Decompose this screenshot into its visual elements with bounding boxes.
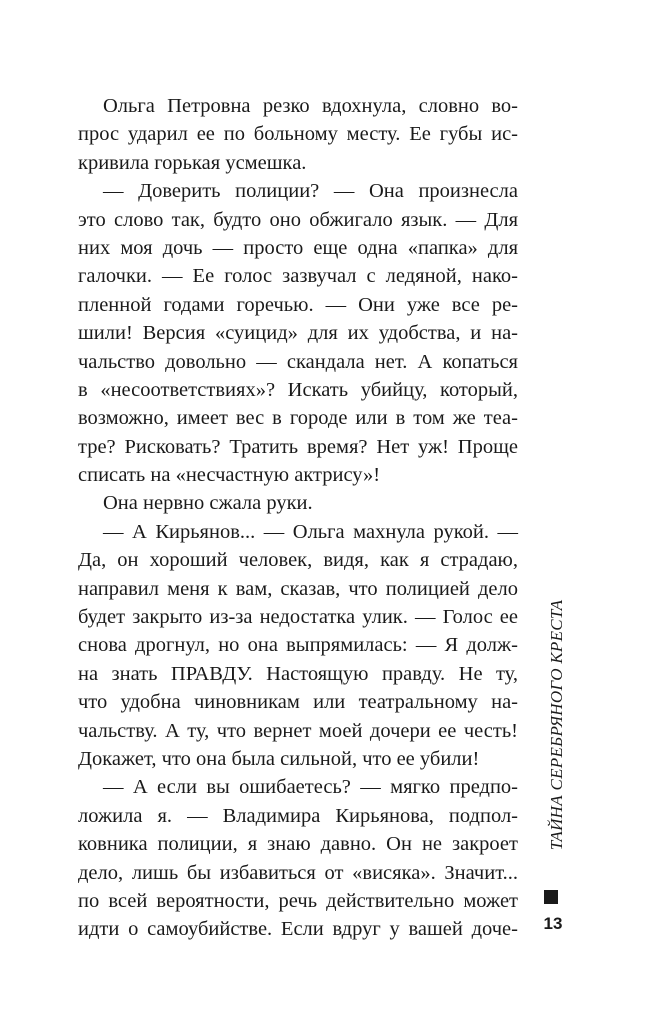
text-line: — А Кирьянов... — Ольга махнула рукой. —	[103, 520, 518, 543]
text-line: ложила я. — Владимира Кирьянова, подпол-	[78, 804, 518, 827]
text-line: возможно, имеет вес в городе или в том же теа-	[78, 407, 518, 430]
text-line: это слово так, будто оно обжигало язык. — Для	[78, 208, 518, 231]
text-line: в «несоответствиях»? Искать убийцу, который,	[78, 378, 518, 401]
text-line: Ольга Петровна резко вдохнула, словно во-	[103, 95, 518, 117]
text-line: идти о самоубийстве. Если вдруг у вашей доче-	[78, 918, 518, 941]
text-line: — Доверить полиции? — Она произнесла	[103, 180, 518, 203]
text-line: снова дрогнул, но она выпрямилась: — Я долж-	[78, 634, 518, 657]
running-title-text: ТАЙНА СЕРЕБРЯНОГО КРЕСТА	[547, 599, 566, 851]
text-line: списать на «несчастную актрису»!	[78, 464, 381, 487]
text-line: будет закрыто из-за недостатка улик. — Голос ее	[78, 606, 518, 629]
text-line: Докажет, что она была сильной, что ее убили!	[78, 747, 480, 770]
square-marker-icon	[544, 890, 558, 904]
text-line: чальство довольно — скандала нет. А копаться	[78, 350, 518, 373]
text-line: кривила горькая усмешка.	[78, 151, 307, 174]
text-line: чальству. А ту, что вернет моей дочери ее честь!	[78, 719, 518, 742]
text-line: тре? Рисковать? Тратить время? Нет уж! Проще	[78, 435, 518, 458]
page-number: 13	[543, 914, 563, 933]
text-line: прос ударил ее по больному месту. Ее губы ис-	[78, 123, 518, 146]
text-line: Да, он хороший человек, видя, как я страдаю,	[78, 549, 518, 572]
text-line: пленной годами горечью. — Они уже все ре-	[78, 293, 518, 316]
text-line: Она нервно сжала руки.	[103, 492, 313, 515]
text-line: — А если вы ошибаетесь? — мягко предпо-	[103, 776, 518, 799]
running-title	[548, 575, 566, 875]
text-line: что удобна чиновникам или театральному на-	[78, 691, 518, 714]
text-line: на знать ПРАВДУ. Настоящую правду. Не ту,	[78, 662, 518, 685]
text-line: направил меня к вам, сказав, что полицией дело	[78, 577, 518, 600]
text-line: шили! Версия «суицид» для их удобства, и на-	[78, 322, 518, 345]
text-line: дело, лишь бы избавиться от «висяка». Значит...	[78, 861, 518, 884]
text-line: них моя дочь — просто еще одна «папка» для	[78, 236, 518, 259]
text-line: галочки. — Ее голос зазвучал с ледяной, нако-	[78, 265, 518, 288]
text-line: ковника полиции, я знаю давно. Он не закроет	[78, 833, 518, 856]
body-text	[78, 92, 518, 944]
text-line: по всей вероятности, речь действительно может	[78, 889, 518, 912]
